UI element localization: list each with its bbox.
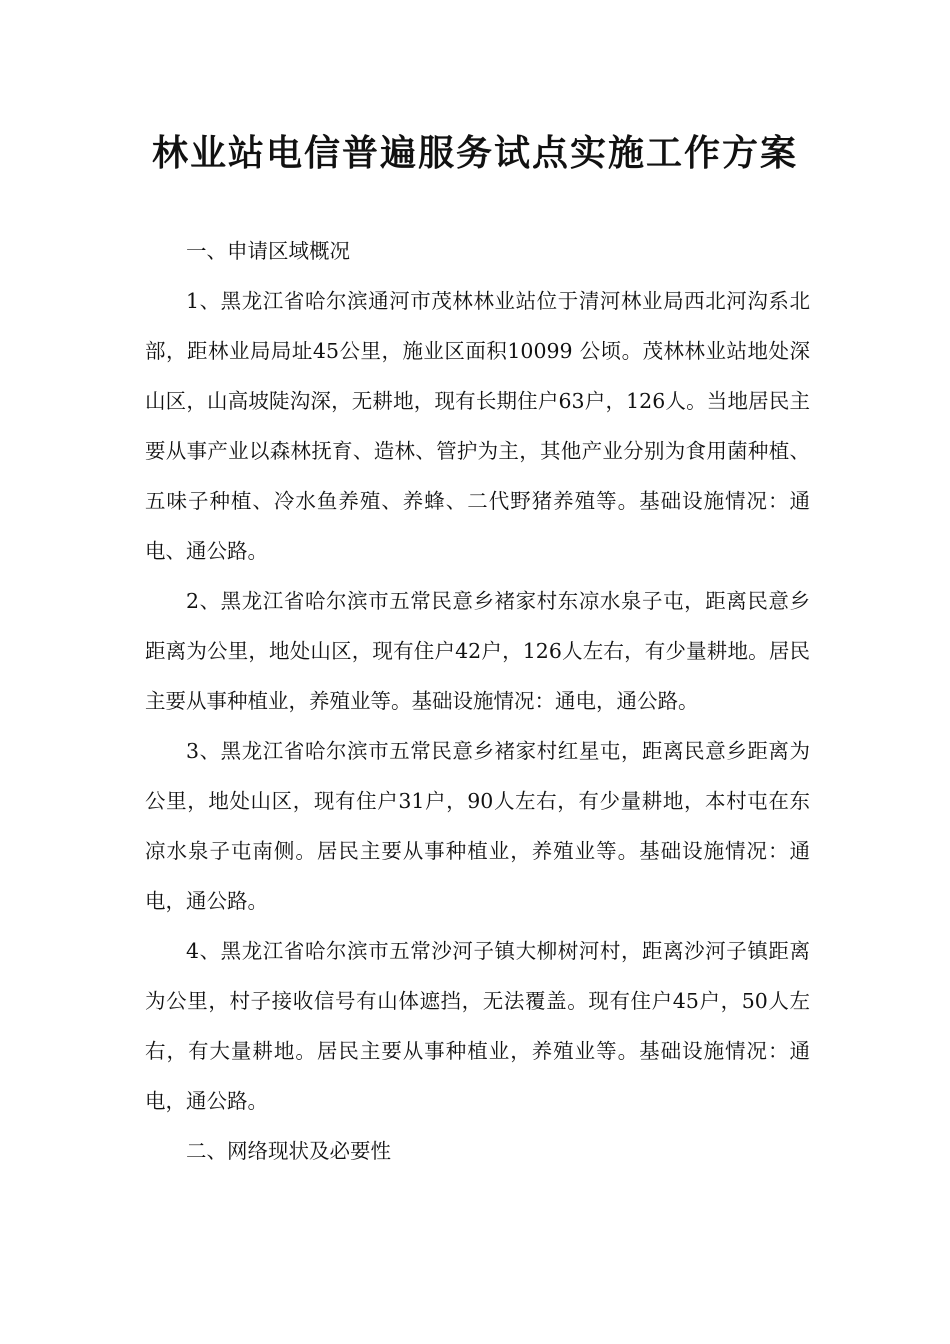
section-heading: 二、网络现状及必要性 (186, 1139, 391, 1163)
paragraph: 1、黑龙江省哈尔滨通河市茂林林业站位于清河林业局西北河沟系北部，距林业局局址45公里，施业区面积10099 公顷。茂林林业站地处深山区，山高坡陡沟深，无耕地，现有长期住户63户，126人。当地居民主要从事产业以森林抚育、造林、管护为主，其他产业分别为食用菌种植、五味子种植、冷水鱼养殖、养蜂、二代野猪养殖等。基础设施情况：通电、通公路。 (145, 289, 810, 563)
document-body (145, 226, 810, 1176)
document-title: 林业站电信普遍服务试点实施工作方案 (151, 133, 798, 174)
section-heading: 一、申请区域概况 (186, 239, 350, 263)
paragraph: 2、黑龙江省哈尔滨市五常民意乡褚家村东凉水泉子屯，距离民意乡距离为公里，地处山区，现有住户42户，126人左右，有少量耕地。居民主要从事种植业，养殖业等。基础设施情况：通电，通公路。 (145, 589, 810, 713)
paragraph: 4、黑龙江省哈尔滨市五常沙河子镇大柳树河村，距离沙河子镇距离为公里，村子接收信号有山体遮挡，无法覆盖。现有住户45户，50人左右，有大量耕地。居民主要从事种植业，养殖业等。基础设施情况：通电，通公路。 (145, 939, 810, 1113)
paragraph: 3、黑龙江省哈尔滨市五常民意乡褚家村红星屯，距离民意乡距离为公里，地处山区，现有住户31户，90人左右，有少量耕地，本村屯在东凉水泉子屯南侧。居民主要从事种植业，养殖业等。基础设施情况：通电，通公路。 (145, 739, 810, 913)
